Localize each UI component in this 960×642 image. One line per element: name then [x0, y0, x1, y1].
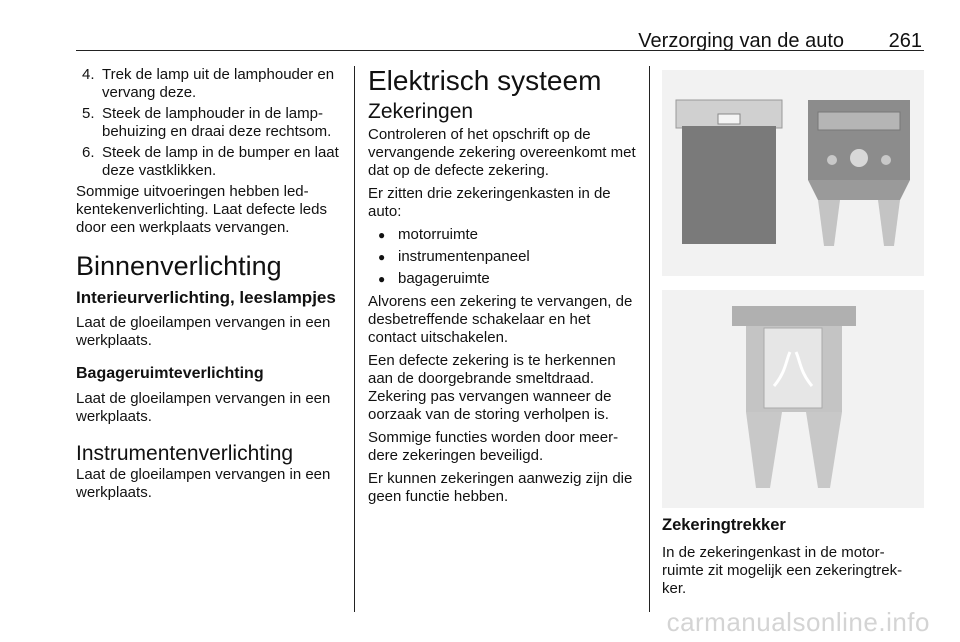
fuse-window-shape	[764, 328, 822, 408]
reading-lights-text: Laat de gloeilampen vervangen in een werkplaats.	[76, 314, 331, 349]
column-3	[662, 516, 924, 603]
column-divider-left	[354, 66, 355, 612]
fuse-box-intro: Er zitten drie zekeringenkasten in de auto:	[368, 185, 611, 220]
fuse-blade-left	[818, 200, 840, 246]
electrical-system-heading: Elektrisch systeem	[368, 65, 602, 96]
list-item: ● bagageruimte	[368, 270, 638, 288]
fuse-label-slot	[818, 112, 900, 130]
fuse-puller-heading: Zekeringtrekker	[662, 516, 786, 534]
defect-fuse-text: Een defecte zekering is te herkennen aan de doorgebrande smeltdraad. Zekering pas vervangen wanneer de oorzaak van de storing verholpen is.	[368, 352, 616, 423]
fuse-window-shape	[718, 114, 740, 124]
list-item: 6. Steek de lamp in de bumper en laat deze vastklikken.	[82, 144, 339, 179]
step-list	[76, 66, 342, 180]
page-title: Verzorging van de auto	[638, 30, 844, 52]
instrument-lighting-text: Laat de gloeilampen vervangen in een werkplaats.	[76, 466, 331, 501]
watermark: carmanualsonline.info	[666, 607, 930, 637]
boot-lighting-heading: Bagageruimteverlichting	[76, 365, 264, 382]
fuse-shoulder-shape	[808, 180, 910, 200]
fuse-blown-illustration	[662, 290, 924, 508]
column-divider-right	[649, 66, 650, 612]
unused-fuses-text: Er kunnen zekeringen aanwezig zijn die geen functie hebben.	[368, 470, 633, 505]
page-header	[76, 26, 924, 52]
header-rule	[76, 50, 924, 51]
list-item: 5. Steek de lamphouder in de lamp-behuizing en draai deze rechtsom.	[82, 105, 332, 140]
fuse-blade-right	[806, 412, 842, 488]
multiple-fuses-text: Sommige functies worden door meer-dere zekeringen beveiligd.	[368, 429, 619, 464]
column-1	[76, 66, 342, 507]
list-item: 4. Trek de lamp uit de lamphouder en vervang deze.	[82, 66, 335, 101]
fuse-replace-text: Alvorens een zekering te vervangen, de desbetreffende schakelaar en het contact uitschakelen.	[368, 293, 633, 346]
fuse-check-text: Controleren of het opschrift op de vervangende zekering overeenkomt met dat op de defecte zekering.	[368, 126, 636, 179]
fuse-blade-left	[746, 412, 782, 488]
reading-lights-heading: Interieurverlichting, leeslampjes	[76, 288, 336, 307]
fuse-blown-drawing	[662, 290, 924, 508]
interior-lighting-heading: Binnenverlichting	[76, 251, 282, 281]
fuse-dot-right	[881, 155, 891, 165]
fuse-body-shape	[682, 126, 776, 244]
boot-lighting-text: Laat de gloeilampen vervangen in een werkplaats.	[76, 390, 331, 425]
fuse-puller-text: In de zekeringenkast in de motor-ruimte zit mogelijk een zekeringtrek-ker.	[662, 544, 903, 597]
fuse-types-illustration	[662, 70, 924, 276]
fuse-blade-right	[878, 200, 900, 246]
list-item: ● motorruimte	[368, 226, 638, 244]
led-note: Sommige uitvoeringen hebben led-kentekenverlichting. Laat defecte leds door een werkplaats vervangen.	[76, 183, 327, 236]
page-number: 261	[888, 30, 922, 52]
fuses-heading: Zekeringen	[368, 100, 474, 123]
fuse-dot-left	[827, 155, 837, 165]
column-2	[368, 66, 638, 511]
fuse-box-list	[368, 226, 638, 288]
instrument-lighting-heading: Instrumentenverlichting	[76, 442, 294, 465]
fuse-types-drawing	[662, 70, 924, 276]
fuse-dot-center	[850, 149, 868, 167]
list-item: ● instrumentenpaneel	[368, 248, 638, 266]
fuse-top-shape	[732, 306, 856, 326]
